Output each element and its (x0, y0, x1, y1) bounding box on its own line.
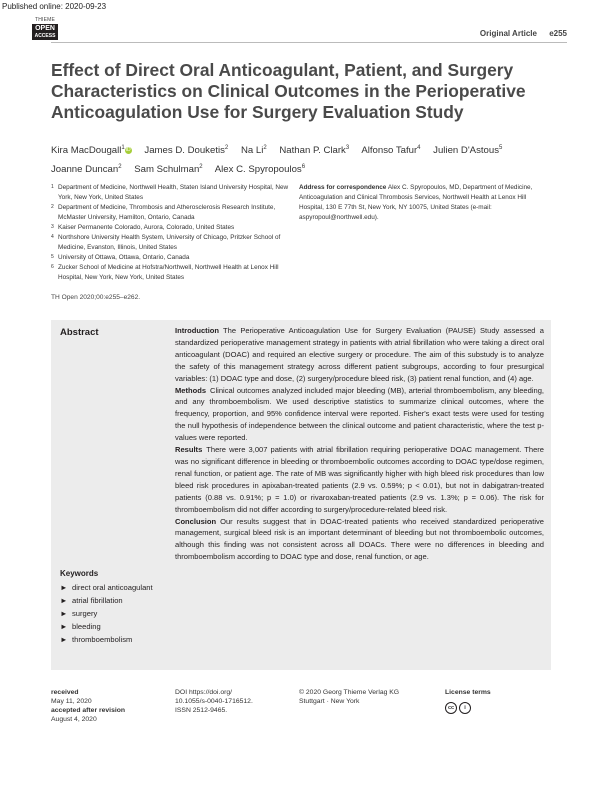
affiliations (51, 183, 291, 283)
accepted-label: accepted after revision (51, 707, 126, 714)
cc-icon[interactable]: cc (445, 702, 457, 714)
article-title: Effect of Direct Oral Anticoagulant, Patient, and Surgery Characteristics on Clinical Outcomes in the Perioperative Anticoagulation Use for Surgery Evaluation Study (51, 60, 526, 122)
orcid-icon[interactable]: iD (125, 147, 131, 154)
header-divider (51, 42, 567, 43)
keyword-item[interactable]: ► surgery (60, 609, 98, 618)
affiliation: 2 Department of Medicine, Thrombosis and Atherosclerosis Research Institute, McMaster University, Hamilton, Ontario, Canada (51, 204, 276, 221)
author[interactable]: Alex C. Spyropoulos$^6$ (214, 164, 306, 176)
published-online-note: Published online: 2020-09-23 (2, 2, 107, 11)
abstract-body (175, 325, 544, 563)
keywords (60, 569, 153, 646)
affiliation: 1 Department of Medicine, Northwell Health, Staten Island University Hospital, New York, New York, United States (51, 184, 289, 201)
affiliation: 3 Kaiser Permanente Colorado, Aurora, Colorado, United States (51, 224, 235, 231)
author[interactable]: Sam Schulman$^2$ (134, 164, 203, 176)
affiliation: 4 Northshore University Health System, University of Chicago, Pritzker School of Medicine, Evanston, Illinois, United States (51, 234, 281, 251)
correspondence-text: Alex C. Spyropoulos, MD, Department of Medicine, Anticoagulation and Clinical Thrombosis Services, Northwell Health at Lenox Hill Hospital, 130 E 77th St, New York, NY 10075, United States (e-mail: aspyropoul@northwell.edu). (299, 184, 533, 221)
correspondence-address (299, 183, 551, 223)
keywords-heading: Keywords (60, 569, 99, 578)
keyword-list (60, 581, 153, 646)
author[interactable]: Joanne Duncan$^2$ (51, 164, 122, 176)
abstract-introduction: Introduction The Perioperative Anticoagulation Use for Surgery Evaluation (PAUSE) Study assessed a standardized perioperative management strategy in patients with atrial fibrillation who were taking a direct oral anticoagulant (DOAC) and required an elective surgery or procedure. The aim of this substudy is to analyze the safety of this management strategy across different patient subgroups, according to four presurgical variables: (1) DOAC type and dose, (2) surgery/procedure bleed risk, (3) patient renal function, and (4) age. (175, 326, 544, 383)
abstract-conclusion: Conclusion Our results suggest that in DOAC-treated patients who received standardized perioperative management, surgical bleed risk is an important determinant of bleeding but not thromboembolic outcomes, although this finding was not consistent across all DOACs. There were no differences in bleeding and thromboembolism according to DOAC type and dose, renal function, or age. (175, 516, 544, 562)
copyright-text: © 2020 Georg Thieme Verlag KG (299, 689, 400, 696)
keyword-item[interactable]: ► bleeding (60, 622, 101, 631)
running-header (480, 29, 567, 38)
keyword-item[interactable]: ► thromboembolism (60, 635, 133, 644)
accepted-date: August 4, 2020 (51, 716, 97, 723)
issn: ISSN 2512-9465. (175, 707, 228, 714)
received-label: received (51, 689, 79, 696)
by-icon[interactable]: i (459, 702, 471, 714)
abstract-heading: Abstract (60, 327, 99, 338)
author-list (51, 140, 551, 178)
license (445, 688, 491, 714)
publisher-location: Stuttgart · New York (299, 698, 360, 705)
citation: TH Open 2020;00:e255–e262. (51, 294, 141, 301)
logo-line3: ACCESS (32, 33, 58, 40)
author[interactable]: Alfonso Tafur$^4$ (361, 145, 421, 157)
logo-line2: OPEN (32, 24, 58, 33)
license-label: License terms (445, 689, 491, 696)
doi-info (175, 688, 253, 715)
doi-number[interactable]: 10.1055/s-0040-1716512. (175, 698, 253, 705)
author[interactable]: Nathan P. Clark$^3$ (279, 145, 350, 157)
page-number: e255 (549, 29, 567, 38)
doi-link[interactable]: DOI https://doi.org/ (175, 689, 233, 696)
keyword-item[interactable]: ► atrial fibrillation (60, 596, 123, 605)
affiliation: 5 University of Ottawa, Ottawa, Ontario, Canada (51, 254, 190, 261)
author[interactable]: Na Li$^2$ (240, 145, 267, 157)
logo-line1: THIEME (34, 17, 56, 23)
license-icons[interactable] (445, 702, 491, 714)
correspondence-label: Address for correspondence (299, 184, 387, 191)
received-date: May 11, 2020 (51, 698, 92, 705)
article-dates (51, 688, 125, 724)
abstract-methods: Methods Clinical outcomes analyzed included major bleeding (MB), arterial thromboembolism, any bleeding, and any thromboembolism. We used descriptive statistics to summarize clinical outcomes, where the frequency, proportion, and 95% confidence interval were reported. Fisher's exact tests were used for testing the null hypothesis of independence between the clinical outcome and patient characteristic, where the test p-values were reported. (175, 385, 544, 443)
author[interactable]: Kira MacDougall$^1$iD (51, 145, 131, 157)
section-label: Original Article (479, 29, 537, 38)
keyword-item[interactable]: ► direct oral anticoagulant (60, 583, 153, 592)
author[interactable]: Julien D'Astous$^5$ (433, 145, 503, 157)
author[interactable]: James D. Douketis$^2$ (144, 145, 229, 157)
copyright (299, 688, 399, 706)
affiliation: 6 Zucker School of Medicine at Hofstra/Northwell, Northwell Health at Lenox Hill Hospital, New York, New York, United States (51, 264, 279, 281)
abstract-results: Results There were 3,007 patients with atrial fibrillation requiring perioperative DOAC management. There was no significant difference in bleeding or thromboembolic outcomes according to DOAC type/dose regimen, renal function, or patient age. The rate of MB was significantly higher with high bleed risk procedures than low bleed risk procedures in apixaban-treated patients (2.9 vs. 0.59%; p < 0.01), but not in dabigatran-treated patients (0.88 vs. 0.91%; p = 1.0) or rivaroxaban-treated patients (2.9 vs. 1.3%; p = 0.06). The risk for thromboembolism did not differ according to surgery/procedure-related bleed risk. (175, 445, 544, 514)
